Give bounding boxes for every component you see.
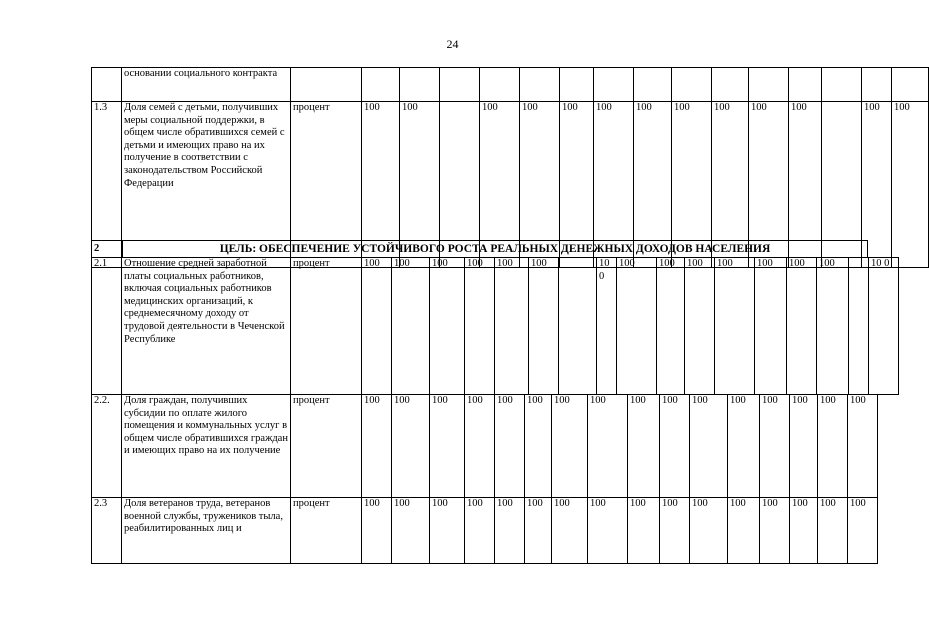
value-cell: 100 xyxy=(588,498,628,564)
value-cell xyxy=(560,68,594,102)
unit-cell xyxy=(291,68,362,102)
value-cell: 100 xyxy=(552,395,588,498)
value-cell: 100 xyxy=(362,395,392,498)
unit-cell: процент xyxy=(291,258,362,395)
table-segment-2 xyxy=(91,257,890,395)
value-cell: 100 xyxy=(392,498,430,564)
indicator-table xyxy=(91,67,929,268)
value-cell: 100 xyxy=(588,395,628,498)
unit-cell: процент xyxy=(291,395,362,498)
value-cell: 100 xyxy=(715,258,755,395)
value-cell: 100 xyxy=(728,395,760,498)
value-cell: 100 xyxy=(690,395,728,498)
value-cell: 100 xyxy=(817,258,849,395)
value-cell: 100 xyxy=(400,102,440,268)
value-cell: 100 xyxy=(525,395,552,498)
indicator-table xyxy=(91,257,899,395)
value-cell xyxy=(672,68,712,102)
value-cell xyxy=(440,68,480,102)
value-cell: 100 xyxy=(690,498,728,564)
value-cell: 100 xyxy=(392,395,430,498)
value-cell xyxy=(849,258,869,395)
value-cell: 100 xyxy=(362,102,400,268)
row-number-cell: 2 xyxy=(92,241,123,258)
value-cell: 100 xyxy=(495,395,525,498)
value-cell: 100 xyxy=(617,258,657,395)
value-cell xyxy=(892,68,929,102)
page-number: 24 xyxy=(446,37,459,51)
value-cell: 100 xyxy=(430,498,465,564)
value-cell: 100 xyxy=(465,395,495,498)
value-cell xyxy=(362,68,400,102)
value-cell: 100 xyxy=(362,498,392,564)
indicator-name-cell: Отношение средней заработной платы социальных работников, включая социальных работников медицинских организаций, к среднемесячному доходу от трудовой деятельности в Чеченской Республике xyxy=(122,258,291,395)
value-cell: 100 xyxy=(392,258,430,395)
value-cell: 100 xyxy=(760,395,790,498)
value-cell: 10 0 xyxy=(869,258,899,395)
value-cell: 100 xyxy=(520,102,560,268)
value-cell: 10 0 xyxy=(597,258,617,395)
indicator-name-cell: Доля граждан, получивших субсидии по оплате жилого помещения и коммунальных услуг в общем числе обратившихся граждан и имеющих право на их получение xyxy=(122,395,291,498)
value-cell xyxy=(520,68,560,102)
value-cell xyxy=(822,68,862,102)
table-row xyxy=(92,68,929,102)
value-cell: 100 xyxy=(465,258,495,395)
indicator-name-cell: Доля семей с детьми, получивших меры социальной поддержки, в общем числе обратившихся семей с детьми и имеющих право на их получение в соответствии с законодательством Российской Федерации xyxy=(122,102,291,268)
value-cell xyxy=(559,258,597,395)
value-cell: 100 xyxy=(525,498,552,564)
value-cell: 100 xyxy=(634,102,672,268)
row-number-cell: 2.1 xyxy=(92,258,122,395)
table-row xyxy=(92,498,878,564)
value-cell: 100 xyxy=(480,102,520,268)
indicator-name-cell: основании социального контракта xyxy=(122,68,291,102)
value-cell: 100 xyxy=(787,258,817,395)
goal-row xyxy=(92,241,868,258)
goal-title-cell: ЦЕЛЬ: ОБЕСПЕЧЕНИЕ УСТОЙЧИВОГО РОСТА РЕАЛЬНЫХ ДЕНЕЖНЫХ ДОХОДОВ НАСЕЛЕНИЯ xyxy=(123,241,868,258)
value-cell: 100 xyxy=(790,498,818,564)
value-cell: 100 xyxy=(430,258,465,395)
row-number-cell xyxy=(92,68,122,102)
indicator-table xyxy=(91,394,878,564)
value-cell: 100 xyxy=(560,102,594,268)
value-cell: 100 xyxy=(712,102,749,268)
indicator-table xyxy=(91,240,868,258)
indicator-name-cell: Доля ветеранов труда, ветеранов военной службы, тружеников тыла, реабилитированных лиц и xyxy=(122,498,291,564)
value-cell: 100 xyxy=(657,258,685,395)
table-segment-1 xyxy=(91,67,910,268)
value-cell: 100 xyxy=(760,498,790,564)
value-cell xyxy=(634,68,672,102)
value-cell: 100 xyxy=(818,395,848,498)
value-cell: 100 xyxy=(755,258,787,395)
value-cell xyxy=(862,68,892,102)
unit-cell: процент xyxy=(291,498,362,564)
value-cell: 100 xyxy=(594,102,634,268)
value-cell: 100 xyxy=(660,395,690,498)
value-cell: 100 xyxy=(728,498,760,564)
value-cell: 100 xyxy=(495,258,529,395)
value-cell: 100 xyxy=(848,395,878,498)
table-segment-goal xyxy=(91,240,868,258)
value-cell xyxy=(480,68,520,102)
value-cell: 100 xyxy=(749,102,789,268)
value-cell: 100 xyxy=(818,498,848,564)
table-segment-3 xyxy=(91,394,868,564)
value-cell: 100 xyxy=(862,102,892,268)
value-cell: 100 xyxy=(628,395,660,498)
value-cell: 100 xyxy=(848,498,878,564)
value-cell: 100 xyxy=(495,498,525,564)
row-number-cell: 2.3 xyxy=(92,498,122,564)
value-cell: 100 xyxy=(685,258,715,395)
value-cell: 100 xyxy=(660,498,690,564)
value-cell: 100 xyxy=(529,258,559,395)
value-cell: 100 xyxy=(552,498,588,564)
value-cell: 100 xyxy=(465,498,495,564)
row-number-cell: 1.3 xyxy=(92,102,122,268)
table-row xyxy=(92,258,899,395)
value-cell xyxy=(789,68,822,102)
value-cell: 100 xyxy=(789,102,822,268)
value-cell xyxy=(749,68,789,102)
unit-cell: процент xyxy=(291,102,362,268)
row-number-cell: 2.2. xyxy=(92,395,122,498)
value-cell xyxy=(594,68,634,102)
value-cell: 100 xyxy=(628,498,660,564)
value-cell: 100 xyxy=(790,395,818,498)
value-cell: 100 xyxy=(672,102,712,268)
value-cell: 100 xyxy=(362,258,392,395)
value-cell: 100 xyxy=(892,102,929,268)
table-row xyxy=(92,395,878,498)
value-cell xyxy=(712,68,749,102)
value-cell: 100 xyxy=(430,395,465,498)
value-cell xyxy=(400,68,440,102)
